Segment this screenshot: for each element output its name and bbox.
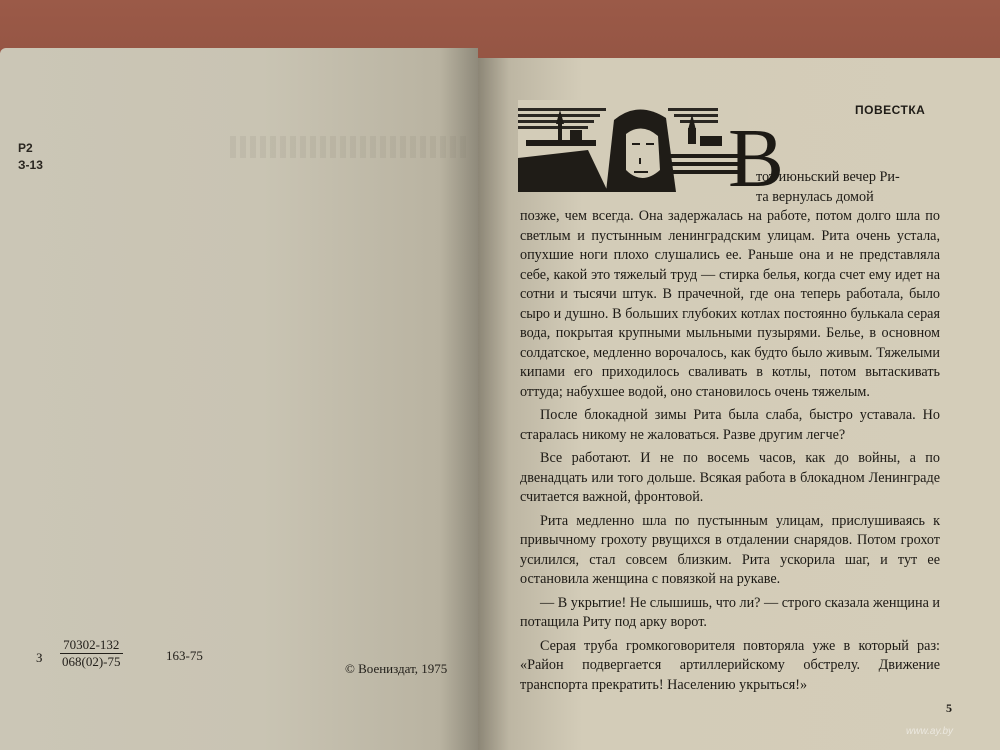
first-line: тот июньский вечер Ри- xyxy=(756,169,900,185)
paragraph: позже, чем всегда. Она задержалась на работе, потом долго шла по светлым и пустынным ленинградским улицам. Рита очень устала, опухшие ноги плохо слушались ее. Раньше она и не представляла себе, какой это тяжелый труд — стирка белья, когда счет ему идет на сотни и тысячи штук. В прачечной, где она теперь работала, было сыро и душно. В больших глубоких котлах постоянно булькала серая вода, покрытая крупными мыльными пузырями. Белье, в основном солдатское, медленно ворочалось, как будто было живым. Тяжелыми кипами его приходилось сваливать в котлы, потом вытаскивать оттуда; набухшее водой, оно становилось очень тяжелым. xyxy=(520,208,940,400)
imprint-fraction-bottom: 068(02)-75 xyxy=(62,654,121,669)
chapter-title: ПОВЕСТКА xyxy=(855,103,926,117)
classification-line: Р2 xyxy=(18,141,33,155)
watermark: www.ay.by xyxy=(906,726,954,737)
paragraph: Рита медленно шла по пустынным улицам, прислушиваясь к привычному грохоту рвущихся в отдалении снарядов. Потом грохот усилился, стал совсем близким. Рита ускорила шаг, и тут ее остановила женщина с повязкой на рукаве. xyxy=(520,512,940,587)
imprint-fraction-top: 70302-132 xyxy=(60,637,123,654)
imprint-prefix: З xyxy=(36,650,43,665)
faded-print-mark xyxy=(230,136,470,158)
second-line: та вернулась домой xyxy=(756,188,874,205)
copyright-notice: © Воениздат, 1975 xyxy=(345,661,448,676)
drop-cap: В xyxy=(728,112,785,205)
imprint-number: 163-75 xyxy=(166,648,203,663)
classification-line: З-13 xyxy=(18,158,43,172)
paragraph: После блокадной зимы Рита была слаба, быстро уставала. Но старалась никому не жаловаться. Разве другим легче? xyxy=(520,407,940,443)
classification-code xyxy=(18,140,43,174)
body-text xyxy=(520,168,940,695)
paragraph: Все работают. И не по восемь часов, как до войны, а по двенадцать или того дольше. Всякая работа в блокадном Ленинграде считается важной, фронтовой. xyxy=(520,450,940,505)
page-number: 5 xyxy=(946,701,952,715)
paragraph: Серая труба громкоговорителя повторяла уже в который раз: «Район подвергается артиллерийскому обстрелу. Движение транспорта прекратить! Населению укрыться!» xyxy=(520,637,940,693)
imprint-fraction xyxy=(60,637,123,670)
paragraph: — В укрытие! Не слышишь, что ли? — строго сказала женщина и потащила Риту под арку ворот. xyxy=(520,594,940,630)
